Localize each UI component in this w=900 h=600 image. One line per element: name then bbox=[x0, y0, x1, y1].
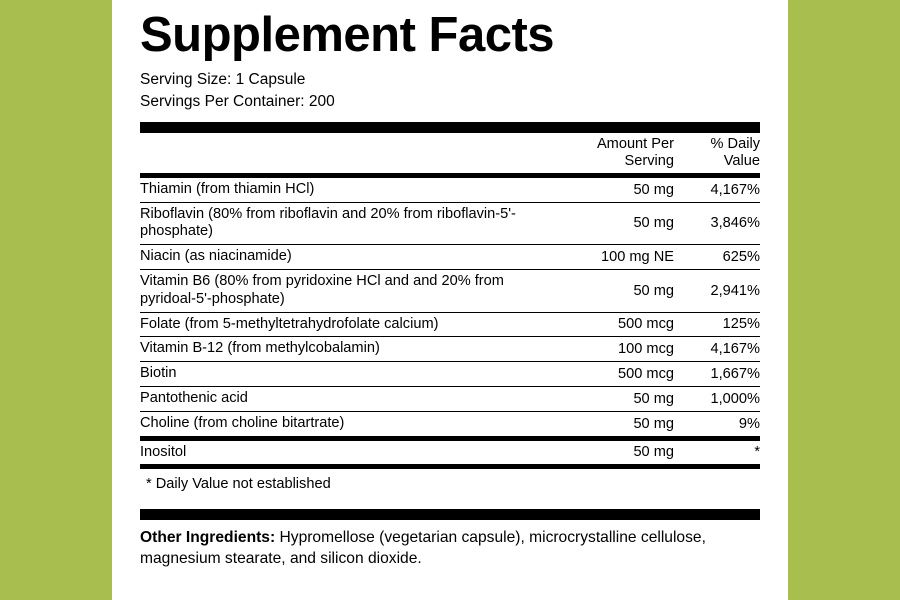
nutrient-dv: 625% bbox=[722, 249, 760, 266]
label-panel bbox=[112, 0, 788, 600]
header-nutrient bbox=[140, 133, 556, 173]
nutrient-name: Folate (from 5-methyltetrahydrofolate calcium) bbox=[140, 315, 439, 332]
nutrient-dv: 1,667% bbox=[710, 366, 760, 383]
nutrient-dv: 3,846% bbox=[710, 215, 760, 232]
nutrient-dv: 125% bbox=[722, 316, 760, 333]
nutrient-amount: 50 mg bbox=[633, 444, 674, 461]
table-row bbox=[140, 337, 760, 361]
nutrient-amount: 50 mg bbox=[633, 415, 674, 432]
nutrient-dv: 9% bbox=[738, 415, 760, 432]
other-ingredients-text: Hypromellose (vegetarian capsule), microcrystalline cellulose, magnesium stearate, and silicon dioxide. bbox=[140, 529, 706, 568]
table-row bbox=[140, 387, 760, 411]
table-row bbox=[140, 270, 760, 312]
nutrient-amount: 50 mg bbox=[633, 282, 674, 299]
header-amount-line1: Amount Per bbox=[596, 136, 674, 153]
thick-divider-top bbox=[140, 122, 760, 133]
other-ingredients-label: Other Ingredients: bbox=[140, 529, 276, 547]
table-row bbox=[140, 245, 760, 269]
nutrient-name: Choline (from choline bitartrate) bbox=[140, 414, 345, 431]
table-row bbox=[140, 412, 760, 436]
nutrient-name: Niacin (as niacinamide) bbox=[140, 248, 292, 265]
nutrient-name: Pantothenic acid bbox=[140, 389, 248, 406]
nutrient-dv: 1,000% bbox=[710, 390, 760, 407]
daily-value-footnote: * Daily Value not established bbox=[146, 476, 331, 493]
nutrient-name: Inositol bbox=[140, 443, 187, 460]
servings-per-container: Servings Per Container: 200 bbox=[140, 92, 335, 110]
header-dv-line2: Value bbox=[723, 152, 760, 169]
table-row bbox=[140, 178, 760, 202]
inositol-table bbox=[140, 441, 760, 465]
table-header-row bbox=[140, 133, 760, 173]
table-row bbox=[140, 362, 760, 386]
nutrient-dv: 4,167% bbox=[710, 341, 760, 358]
nutrient-dv: * bbox=[754, 444, 760, 461]
other-ingredients bbox=[140, 520, 760, 569]
nutrient-name: Thiamin (from thiamin HCl) bbox=[140, 180, 315, 197]
nutrient-amount: 50 mg bbox=[633, 390, 674, 407]
table-row bbox=[140, 441, 760, 465]
nutrient-amount: 50 mg bbox=[633, 215, 674, 232]
nutrient-amount: 500 mcg bbox=[618, 366, 674, 383]
nutrient-dv: 4,167% bbox=[710, 181, 760, 198]
thick-divider-bottom bbox=[140, 509, 760, 520]
nutrient-amount: 50 mg bbox=[633, 181, 674, 198]
nutrition-table bbox=[140, 133, 760, 173]
nutrient-dv: 2,941% bbox=[710, 282, 760, 299]
table-row bbox=[140, 203, 760, 245]
header-amount-line2: Serving bbox=[624, 152, 674, 169]
right-color-band bbox=[788, 0, 900, 600]
header-dv-line1: % Daily bbox=[710, 136, 760, 153]
table-row bbox=[140, 313, 760, 337]
serving-size: Serving Size: 1 Capsule bbox=[140, 71, 306, 89]
nutrient-amount: 100 mcg bbox=[618, 341, 674, 358]
nutrient-name: Biotin bbox=[140, 365, 177, 382]
header-amount-per-serving bbox=[556, 133, 674, 173]
nutrient-name: Vitamin B-12 (from methylcobalamin) bbox=[140, 340, 380, 357]
nutrient-rows-table bbox=[140, 178, 760, 436]
page-title: Supplement Facts bbox=[140, 8, 555, 62]
header-daily-value bbox=[674, 133, 760, 173]
nutrient-name: Vitamin B6 (80% from pyridoxine HCl and and 20% from pyridoal-5'-phosphate) bbox=[140, 272, 504, 307]
nutrient-amount: 100 mg NE bbox=[600, 249, 674, 266]
nutrient-name: Riboflavin (80% from riboflavin and 20% from riboflavin-5'-phosphate) bbox=[140, 205, 516, 240]
nutrient-amount: 500 mcg bbox=[618, 316, 674, 333]
left-color-band bbox=[0, 0, 112, 600]
